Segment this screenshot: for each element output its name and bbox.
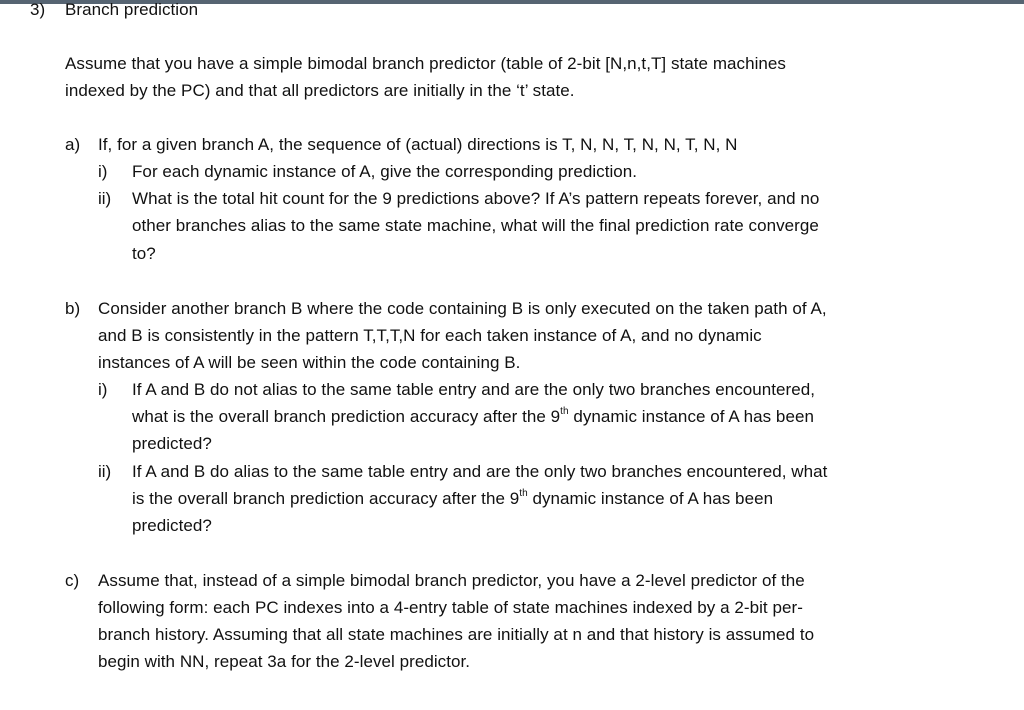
part-b-text: and B is consistently in the pattern T,T,T,N for each taken instance of A, and no dynamic (98, 326, 762, 345)
sub-text: For each dynamic instance of A, give the corresponding prediction. (132, 162, 638, 181)
sub-text: other branches alias to the same state machine, what will the final prediction rate converge (132, 216, 819, 235)
sub-text-post: dynamic instance of A has been (568, 407, 814, 426)
sub-marker: ii) (98, 462, 112, 481)
ordinal-suffix: th (560, 406, 569, 418)
question-title: Branch prediction (65, 0, 199, 19)
sub-marker: ii) (98, 189, 112, 208)
intro-line: Assume that you have a simple bimodal branch predictor (table of 2-bit [N,n,t,T] state machines (65, 54, 786, 73)
part-a-text: If, for a given branch A, the sequence of (actual) directions is T, N, N, T, N, N, T, N, N (98, 135, 738, 154)
sub-text-post: dynamic instance of A has been (527, 489, 774, 508)
sub-text: predicted? (132, 516, 212, 535)
sub-text: What is the total hit count for the 9 predictions above? If A’s pattern repeats forever, and no (132, 189, 820, 208)
part-b-text: Consider another branch B where the code containing B is only executed on the taken path of A, (98, 299, 827, 318)
sub-text (132, 488, 773, 510)
sub-text-pre: what is the overall branch prediction accuracy after the 9 (132, 407, 561, 426)
sub-text: If A and B do alias to the same table entry and are the only two branches encountered, what (132, 462, 828, 481)
part-c-text: following form: each PC indexes into a 4-entry table of state machines indexed by a 2-bit per- (98, 598, 803, 617)
part-c-text: begin with NN, repeat 3a for the 2-level predictor. (98, 652, 471, 671)
sub-text-pre: is the overall branch prediction accuracy after the 9 (132, 489, 520, 508)
part-b-marker: b) (65, 299, 81, 318)
question-number: 3) (30, 0, 46, 19)
intro-line: indexed by the PC) and that all predictors are initially in the ‘t’ state. (65, 81, 575, 100)
sub-text: predicted? (132, 434, 212, 453)
part-c-text: Assume that, instead of a simple bimodal branch predictor, you have a 2-level predictor of the (98, 571, 805, 590)
part-b-text: instances of A will be seen within the code containing B. (98, 353, 521, 372)
part-c-marker: c) (65, 571, 80, 590)
part-a-marker: a) (65, 135, 81, 154)
ordinal-suffix: th (519, 488, 528, 500)
sub-text: to? (132, 244, 156, 263)
sub-marker: i) (98, 380, 108, 399)
part-c-text: branch history. Assuming that all state machines are initially at n and that history is assumed to (98, 625, 815, 644)
sub-text (132, 406, 814, 428)
sub-marker: i) (98, 162, 108, 181)
sub-text: If A and B do not alias to the same table entry and are the only two branches encountered, (132, 380, 816, 399)
